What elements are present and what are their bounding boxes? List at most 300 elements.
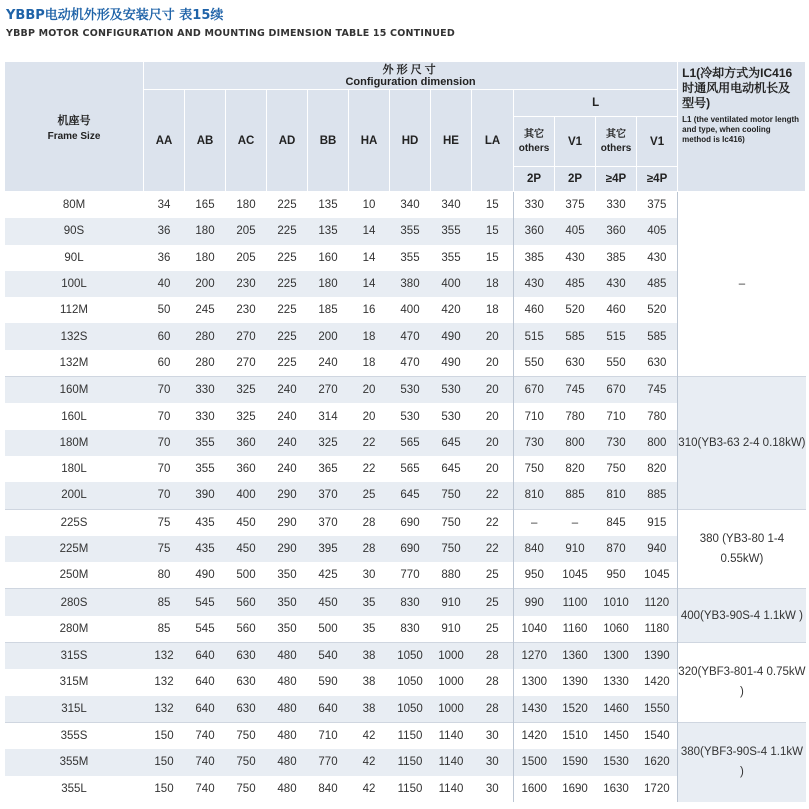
dimension-cell: 1140: [431, 776, 472, 802]
dimension-cell: 1620: [637, 749, 678, 775]
dimension-cell: 710: [514, 403, 555, 429]
dimension-cell: 820: [555, 456, 596, 482]
table-row: [5, 509, 806, 536]
dimension-cell: 750: [431, 509, 472, 536]
dimension-cell: 20: [472, 350, 514, 377]
dimension-cell: 770: [390, 562, 431, 589]
dimension-cell: 845: [596, 509, 637, 536]
dimension-cell: 420: [431, 297, 472, 323]
dimension-cell: 225: [267, 245, 308, 271]
dimension-cell: 590: [308, 669, 349, 695]
dimension-cell: 830: [390, 589, 431, 616]
dimension-cell: 22: [472, 482, 514, 509]
dimension-cell: 1000: [431, 696, 472, 723]
dimension-cell: 740: [185, 722, 226, 749]
dimension-cell: 240: [267, 377, 308, 404]
dimension-cell: 22: [472, 509, 514, 536]
dimension-cell: 810: [514, 482, 555, 509]
dimension-cell: 460: [596, 297, 637, 323]
dimension-cell: 885: [555, 482, 596, 509]
dimension-cell: 745: [637, 377, 678, 404]
dimension-cell: 480: [267, 776, 308, 802]
l-sub-header-v1-4p: V1: [637, 117, 678, 167]
dimension-cell: 20: [349, 403, 390, 429]
col-header-he: HE: [431, 90, 472, 192]
dimension-cell: 750: [596, 456, 637, 482]
dimension-cell: 355: [185, 456, 226, 482]
dimension-cell: 1720: [637, 776, 678, 802]
dimension-cell: 25: [349, 482, 390, 509]
frame-size-cell: 90L: [5, 245, 144, 271]
dimension-cell: 470: [390, 350, 431, 377]
frame-size-cell: 315M: [5, 669, 144, 695]
dimension-cell: 560: [226, 589, 267, 616]
dimension-cell: 225: [267, 218, 308, 244]
frame-size-header-cn: 机座号: [57, 114, 91, 127]
dimension-cell: 240: [308, 350, 349, 377]
dimension-cell: 830: [390, 616, 431, 643]
dimension-cell: 810: [596, 482, 637, 509]
table-row: [5, 377, 806, 404]
dimension-cell: 780: [637, 403, 678, 429]
l-sub-header-others-4p: [596, 117, 637, 167]
dimension-cell: 35: [349, 589, 390, 616]
dimension-cell: 350: [267, 562, 308, 589]
dimension-cell: 355: [185, 430, 226, 456]
dimension-cell: 750: [431, 482, 472, 509]
col-header-ac: AC: [226, 90, 267, 192]
col-header-ha: HA: [349, 90, 390, 192]
dimension-cell: 1510: [555, 722, 596, 749]
dimension-cell: 520: [637, 297, 678, 323]
l-sub-en: others: [518, 142, 550, 154]
dimension-cell: 22: [349, 430, 390, 456]
dimension-cell: 670: [596, 377, 637, 404]
dimension-cell: 1150: [390, 722, 431, 749]
dimension-cell: 515: [596, 323, 637, 349]
dimension-cell: 14: [349, 218, 390, 244]
dimension-cell: 360: [226, 430, 267, 456]
dimension-cell: 500: [226, 562, 267, 589]
dimension-cell: 450: [226, 509, 267, 536]
frame-size-cell: 200L: [5, 482, 144, 509]
dimension-cell: 375: [637, 192, 678, 219]
dimension-cell: 60: [144, 323, 185, 349]
dimension-cell: 910: [431, 616, 472, 643]
dimension-cell: 750: [431, 536, 472, 562]
dimension-cell: 200: [185, 271, 226, 297]
l1-cell: 400(YB3-90S-4 1.1kW ): [678, 589, 806, 643]
dimension-cell: 740: [185, 776, 226, 802]
dimension-cell: 25: [472, 616, 514, 643]
dimension-cell: 460: [514, 297, 555, 323]
col-header-aa: AA: [144, 90, 185, 192]
dimension-cell: 940: [637, 536, 678, 562]
dimension-cell: 370: [308, 509, 349, 536]
dimension-cell: 1690: [555, 776, 596, 802]
table-row: [5, 192, 806, 219]
dimension-cell: 75: [144, 536, 185, 562]
page-title: YBBP电动机外形及安装尺寸 表15续: [6, 8, 224, 23]
dimension-cell: 70: [144, 482, 185, 509]
dimension-cell: 645: [431, 430, 472, 456]
dimension-cell: 14: [349, 245, 390, 271]
dimension-cell: 820: [637, 456, 678, 482]
dimension-cell: 870: [596, 536, 637, 562]
dimension-cell: –: [555, 509, 596, 536]
dimension-cell: 990: [514, 589, 555, 616]
dimension-cell: 750: [226, 776, 267, 802]
dimension-cell: 80: [144, 562, 185, 589]
dimension-cell: 630: [555, 350, 596, 377]
dimension-cell: 385: [596, 245, 637, 271]
table-row: [5, 643, 806, 670]
frame-size-cell: 100L: [5, 271, 144, 297]
dimension-cell: 545: [185, 589, 226, 616]
dimension-cell: 710: [308, 722, 349, 749]
dimension-cell: 340: [390, 192, 431, 219]
dimension-cell: 530: [431, 403, 472, 429]
dimension-cell: 135: [308, 218, 349, 244]
dimension-cell: 132: [144, 696, 185, 723]
dimension-cell: 1390: [555, 669, 596, 695]
dimension-cell: 645: [390, 482, 431, 509]
dimension-cell: 1140: [431, 749, 472, 775]
dimension-cell: 1550: [637, 696, 678, 723]
dimension-cell: 205: [226, 245, 267, 271]
dimension-cell: 800: [555, 430, 596, 456]
dimension-cell: 400: [390, 297, 431, 323]
dimension-cell: 1450: [596, 722, 637, 749]
frame-size-cell: 180L: [5, 456, 144, 482]
dimension-cell: 585: [555, 323, 596, 349]
dimension-cell: 28: [472, 669, 514, 695]
pole-header: 2P: [514, 167, 555, 192]
dimension-cell: 380: [390, 271, 431, 297]
frame-size-header-en: Frame Size: [47, 130, 101, 142]
dimension-cell: 390: [185, 482, 226, 509]
dimension-cell: 132: [144, 669, 185, 695]
dimension-cell: 1050: [390, 643, 431, 670]
dimension-cell: 20: [472, 456, 514, 482]
dimension-cell: 370: [308, 482, 349, 509]
dimension-cell: 730: [514, 430, 555, 456]
col-header-hd: HD: [390, 90, 431, 192]
dimension-cell: 180: [185, 218, 226, 244]
dimension-cell: 630: [226, 669, 267, 695]
dimension-cell: 28: [472, 643, 514, 670]
dimension-cell: 15: [472, 218, 514, 244]
dimension-cell: 1420: [514, 722, 555, 749]
dimension-cell: 800: [637, 430, 678, 456]
dimension-cell: 15: [472, 192, 514, 219]
frame-size-cell: 132S: [5, 323, 144, 349]
l-sub-cn: 其它: [524, 128, 544, 140]
dimension-cell: 18: [472, 297, 514, 323]
dimension-cell: 35: [349, 616, 390, 643]
dimension-cell: 450: [226, 536, 267, 562]
dimension-cell: 330: [185, 377, 226, 404]
dimension-cell: 36: [144, 218, 185, 244]
l1-header-cn: L1(冷却方式为IC416时通风用电动机长及型号): [682, 66, 793, 110]
dimension-cell: 325: [226, 403, 267, 429]
dimension-cell: 225: [267, 297, 308, 323]
dimension-cell: 245: [185, 297, 226, 323]
dimension-cell: 28: [472, 696, 514, 723]
dimension-cell: 42: [349, 749, 390, 775]
dimension-cell: 490: [431, 350, 472, 377]
frame-size-cell: 280M: [5, 616, 144, 643]
dimension-cell: 630: [226, 643, 267, 670]
dimension-cell: 435: [185, 509, 226, 536]
dimension-cell: 1460: [596, 696, 637, 723]
dimension-cell: 670: [514, 377, 555, 404]
dimension-cell: 450: [308, 589, 349, 616]
dimension-cell: 400: [431, 271, 472, 297]
dimension-cell: 225: [267, 192, 308, 219]
dimension-cell: 290: [267, 509, 308, 536]
pole-header: ≥4P: [596, 167, 637, 192]
dimension-cell: 750: [226, 722, 267, 749]
l1-header-en: L1 (the ventilated motor length and type, when cooling method is Ic416): [682, 115, 800, 144]
dimension-cell: 425: [308, 562, 349, 589]
dimension-cell: 430: [637, 245, 678, 271]
dimension-cell: 500: [308, 616, 349, 643]
dimension-cell: 530: [390, 377, 431, 404]
dimension-cell: 435: [185, 536, 226, 562]
dimension-cell: 1300: [514, 669, 555, 695]
dimension-cell: 1420: [637, 669, 678, 695]
dimension-cell: 405: [637, 218, 678, 244]
dimension-cell: 1050: [390, 696, 431, 723]
dimension-cell: 1500: [514, 749, 555, 775]
dimension-cell: 640: [308, 696, 349, 723]
dimension-cell: 630: [226, 696, 267, 723]
page-subtitle: YBBP MOTOR CONFIGURATION AND MOUNTING DIMENSION TABLE 15 CONTINUED: [6, 28, 455, 39]
dimension-cell: 70: [144, 377, 185, 404]
dimension-cell: 400: [226, 482, 267, 509]
dimension-cell: 540: [308, 643, 349, 670]
dimension-cell: 1530: [596, 749, 637, 775]
dimension-cell: 15: [472, 245, 514, 271]
col-header-ad: AD: [267, 90, 308, 192]
dimension-cell: 885: [637, 482, 678, 509]
dimension-cell: 545: [185, 616, 226, 643]
dimension-cell: 180: [185, 245, 226, 271]
dimension-cell: 950: [596, 562, 637, 589]
dimension-cell: 28: [349, 536, 390, 562]
l1-header: [678, 62, 806, 192]
dimension-cell: 75: [144, 509, 185, 536]
table-row: [5, 589, 806, 616]
dimension-cell: 1045: [555, 562, 596, 589]
l-sub-en: others: [600, 142, 632, 154]
dimension-cell: 225: [267, 271, 308, 297]
l-header: L: [514, 90, 678, 117]
dimension-cell: 85: [144, 616, 185, 643]
dimension-cell: 330: [185, 403, 226, 429]
dimension-cell: 780: [555, 403, 596, 429]
dimension-cell: 395: [308, 536, 349, 562]
dimension-cell: 690: [390, 509, 431, 536]
l-sub-header-v1-2p: V1: [555, 117, 596, 167]
dimension-cell: 325: [308, 430, 349, 456]
dimension-cell: 180: [226, 192, 267, 219]
frame-size-cell: 160M: [5, 377, 144, 404]
dimension-cell: 20: [472, 323, 514, 349]
dimension-cell: 630: [637, 350, 678, 377]
table-body: [5, 192, 806, 802]
dimension-cell: 135: [308, 192, 349, 219]
col-header-ab: AB: [185, 90, 226, 192]
dimension-cell: 14: [349, 271, 390, 297]
l-sub-header-others-2p: [514, 117, 555, 167]
dimension-cell: 40: [144, 271, 185, 297]
dimension-cell: 1180: [637, 616, 678, 643]
frame-size-cell: 280S: [5, 589, 144, 616]
frame-size-cell: 315S: [5, 643, 144, 670]
dimension-cell: 22: [472, 536, 514, 562]
dimension-cell: 38: [349, 696, 390, 723]
frame-size-header: [5, 62, 144, 192]
dimension-cell: 350: [267, 616, 308, 643]
dimension-cell: 70: [144, 456, 185, 482]
dimension-cell: 270: [226, 350, 267, 377]
col-header-bb: BB: [308, 90, 349, 192]
frame-size-cell: 90S: [5, 218, 144, 244]
dimension-cell: 1000: [431, 669, 472, 695]
l1-cell: 380 (YB3-80 1-4 0.55kW): [678, 509, 806, 589]
dimension-cell: 1160: [555, 616, 596, 643]
dimension-cell: 360: [596, 218, 637, 244]
l1-cell: 380(YBF3-90S-4 1.1kW ): [678, 722, 806, 801]
dimension-cell: 150: [144, 722, 185, 749]
dimension-cell: 25: [472, 589, 514, 616]
dimension-cell: 565: [390, 430, 431, 456]
dimension-cell: 1000: [431, 643, 472, 670]
l1-cell: –: [678, 192, 806, 377]
dimension-cell: 770: [308, 749, 349, 775]
dimension-cell: 1360: [555, 643, 596, 670]
config-dimension-en: Configuration dimension: [345, 75, 476, 88]
dimension-cell: 330: [514, 192, 555, 219]
config-dimension-header: [144, 62, 678, 90]
dimension-cell: 1520: [555, 696, 596, 723]
dimension-cell: 340: [431, 192, 472, 219]
dimension-cell: 480: [267, 643, 308, 670]
frame-size-cell: 180M: [5, 430, 144, 456]
dimension-cell: 185: [308, 297, 349, 323]
dimension-cell: 38: [349, 669, 390, 695]
dimension-cell: 515: [514, 323, 555, 349]
dimension-cell: 480: [267, 696, 308, 723]
dimension-cell: 1040: [514, 616, 555, 643]
frame-size-cell: 250M: [5, 562, 144, 589]
dimension-cell: 550: [514, 350, 555, 377]
dimension-cell: 430: [514, 271, 555, 297]
pole-header: 2P: [555, 167, 596, 192]
dimension-cell: 225: [267, 323, 308, 349]
dimension-cell: 950: [514, 562, 555, 589]
dimension-cell: 490: [185, 562, 226, 589]
dimension-cell: 42: [349, 722, 390, 749]
dimension-cell: 375: [555, 192, 596, 219]
dimension-cell: 1150: [390, 776, 431, 802]
dimension-cell: 740: [185, 749, 226, 775]
dimension-cell: 520: [555, 297, 596, 323]
dimension-cell: 85: [144, 589, 185, 616]
dimension-cell: 360: [226, 456, 267, 482]
dimension-cell: 30: [349, 562, 390, 589]
dimension-cell: 240: [267, 403, 308, 429]
dimension-cell: 640: [185, 669, 226, 695]
dimension-cell: 18: [472, 271, 514, 297]
dimension-cell: 710: [596, 403, 637, 429]
dimension-cell: 150: [144, 749, 185, 775]
dimension-cell: 240: [267, 430, 308, 456]
dimension-cell: 405: [555, 218, 596, 244]
dimension-cell: 1060: [596, 616, 637, 643]
dimension-cell: 70: [144, 403, 185, 429]
dimension-cell: 1120: [637, 589, 678, 616]
dimension-cell: 132: [144, 643, 185, 670]
dimension-cell: 20: [472, 430, 514, 456]
dimension-cell: 314: [308, 403, 349, 429]
dimension-cell: 730: [596, 430, 637, 456]
dimension-cell: 30: [472, 722, 514, 749]
dimension-cell: 485: [637, 271, 678, 297]
dimension-cell: 290: [267, 536, 308, 562]
frame-size-cell: 355S: [5, 722, 144, 749]
config-dimension-cn: 外形尺寸: [382, 63, 439, 76]
dimension-cell: 30: [472, 776, 514, 802]
frame-size-cell: 355M: [5, 749, 144, 775]
dimension-cell: –: [514, 509, 555, 536]
dimension-cell: 34: [144, 192, 185, 219]
dimension-cell: 910: [431, 589, 472, 616]
dimension-cell: 745: [555, 377, 596, 404]
frame-size-cell: 80M: [5, 192, 144, 219]
frame-size-cell: 225S: [5, 509, 144, 536]
dimension-cell: 1270: [514, 643, 555, 670]
dimension-cell: 180: [308, 271, 349, 297]
dimension-cell: 750: [226, 749, 267, 775]
dimension-cell: 355: [390, 218, 431, 244]
dimension-cell: 480: [267, 669, 308, 695]
dimension-cell: 20: [349, 377, 390, 404]
dimension-cell: 1050: [390, 669, 431, 695]
dimension-cell: 1590: [555, 749, 596, 775]
dimension-cell: 880: [431, 562, 472, 589]
frame-size-cell: 160L: [5, 403, 144, 429]
dimension-cell: 365: [308, 456, 349, 482]
dimension-cell: 750: [514, 456, 555, 482]
dimension-cell: 38: [349, 643, 390, 670]
dimension-cell: 330: [596, 192, 637, 219]
dimension-cell: 1140: [431, 722, 472, 749]
pole-header: ≥4P: [637, 167, 678, 192]
dimension-cell: 270: [226, 323, 267, 349]
dimension-cell: 25: [472, 562, 514, 589]
dimension-cell: 490: [431, 323, 472, 349]
dimension-cell: 910: [555, 536, 596, 562]
dimension-cell: 350: [267, 589, 308, 616]
dimension-cell: 840: [308, 776, 349, 802]
dimension-cell: 205: [226, 218, 267, 244]
dimension-cell: 585: [637, 323, 678, 349]
dimension-cell: 1100: [555, 589, 596, 616]
dimension-cell: 290: [267, 482, 308, 509]
